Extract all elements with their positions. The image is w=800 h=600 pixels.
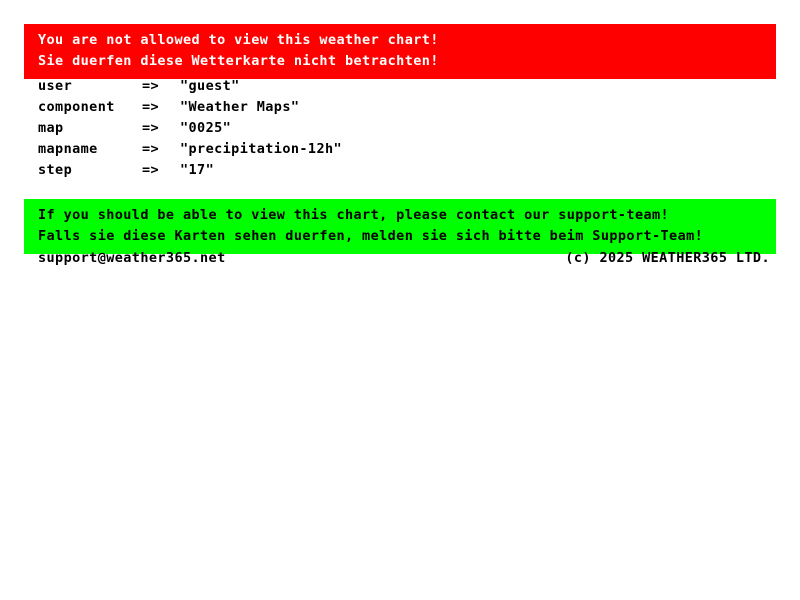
support-banner xyxy=(24,199,776,254)
table-row xyxy=(38,79,342,100)
param-value: "Weather Maps" xyxy=(180,99,300,115)
param-key: map xyxy=(38,120,64,136)
page-footer xyxy=(38,250,770,266)
request-parameters-table xyxy=(38,79,342,184)
param-arrow: => xyxy=(142,78,160,94)
param-value: "17" xyxy=(180,162,215,178)
param-key: mapname xyxy=(38,141,98,157)
param-value: "precipitation-12h" xyxy=(180,141,343,157)
table-row xyxy=(38,100,342,121)
support-banner-line-de: Falls sie diese Karten sehen duerfen, melden sie sich bitte beim Support-Team! xyxy=(38,228,704,244)
param-value: "0025" xyxy=(180,120,232,136)
param-key: user xyxy=(38,78,73,94)
copyright-text: (c) 2025 WEATHER365 LTD. xyxy=(565,250,770,266)
error-banner-line-en: You are not allowed to view this weather chart! xyxy=(38,32,439,48)
param-arrow: => xyxy=(142,162,160,178)
param-arrow: => xyxy=(142,99,160,115)
param-key: component xyxy=(38,99,115,115)
support-banner-line-en: If you should be able to view this chart, please contact our support-team! xyxy=(38,207,670,223)
table-row xyxy=(38,142,342,163)
param-arrow: => xyxy=(142,120,160,136)
error-banner xyxy=(24,24,776,79)
support-email-link[interactable]: support@weather365.net xyxy=(38,250,226,266)
param-value: "guest" xyxy=(180,78,240,94)
param-arrow: => xyxy=(142,141,160,157)
error-banner-line-de: Sie duerfen diese Wetterkarte nicht betrachten! xyxy=(38,53,439,69)
table-row xyxy=(38,163,342,184)
param-key: step xyxy=(38,162,73,178)
table-row xyxy=(38,121,342,142)
